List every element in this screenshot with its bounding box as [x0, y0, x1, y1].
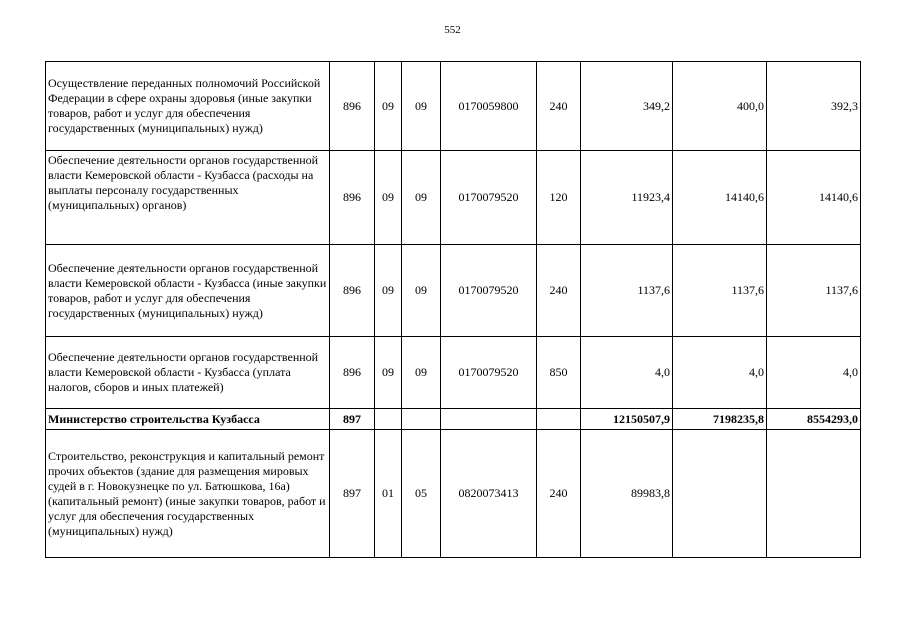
grbs-code-cell: 897	[330, 409, 375, 430]
expense-type-cell: 240	[537, 245, 581, 337]
grbs-code-cell: 896	[330, 337, 375, 409]
subsection-code-cell	[402, 409, 441, 430]
subsection-code-cell: 09	[402, 337, 441, 409]
target-article-cell: 0170059800	[441, 62, 537, 151]
row-name-text: Обеспечение деятельности органов государственной власти Кемеровской области - Кузбасса (расходы на выплаты персоналу государственных (муниципальных) органов)	[48, 153, 319, 212]
amount-year2-cell: 4,0	[673, 337, 767, 409]
table-row	[46, 430, 861, 558]
amount-year3-cell: 4,0	[767, 337, 861, 409]
grbs-code-cell: 896	[330, 62, 375, 151]
section-code-cell: 09	[375, 245, 402, 337]
amount-year2-cell: 7198235,8	[673, 409, 767, 430]
amount-year1-cell: 11923,4	[581, 151, 673, 245]
subsection-code-cell: 09	[402, 245, 441, 337]
row-name-cell: Министерство строительства Кузбасса	[46, 409, 330, 430]
row-name-cell: Строительство, реконструкция и капитальный ремонт прочих объектов (здание для размещения мировых судей в г. Новокузнецке по ул. Батюшкова, 16а) (капитальный ремонт) (иные закупки товаров, работ и услуг для обеспечения государственных (муниципальных) нужд)	[46, 430, 330, 558]
row-name-cell: Обеспечение деятельности органов государственной власти Кемеровской области - Кузбасса (иные закупки товаров, работ и услуг для обеспечения государственных (муниципальных) нужд)	[46, 245, 330, 337]
amount-year3-cell: 14140,6	[767, 151, 861, 245]
grbs-code-cell: 896	[330, 245, 375, 337]
target-article-cell: 0170079520	[441, 151, 537, 245]
expense-type-cell: 120	[537, 151, 581, 245]
table-row	[46, 151, 861, 245]
row-name-cell	[46, 151, 330, 245]
grbs-code-cell: 896	[330, 151, 375, 245]
expense-type-cell: 240	[537, 62, 581, 151]
amount-year2-cell	[673, 430, 767, 558]
table-row	[46, 245, 861, 337]
row-name-cell: Осуществление переданных полномочий Российской Федерации в сфере охраны здоровья (иные закупки товаров, работ и услуг для обеспечения государственных (муниципальных) нужд)	[46, 62, 330, 151]
section-code-cell: 09	[375, 62, 402, 151]
amount-year3-cell: 1137,6	[767, 245, 861, 337]
subsection-code-cell: 09	[402, 151, 441, 245]
expense-type-cell: 850	[537, 337, 581, 409]
amount-year3-cell: 392,3	[767, 62, 861, 151]
section-code-cell: 09	[375, 337, 402, 409]
table-row-ministry-total	[46, 409, 861, 430]
budget-table	[45, 61, 861, 558]
grbs-code-cell: 897	[330, 430, 375, 558]
amount-year2-cell: 400,0	[673, 62, 767, 151]
amount-year1-cell: 349,2	[581, 62, 673, 151]
section-code-cell	[375, 409, 402, 430]
amount-year1-cell: 4,0	[581, 337, 673, 409]
amount-year3-cell: 8554293,0	[767, 409, 861, 430]
section-code-cell: 09	[375, 151, 402, 245]
table-row	[46, 62, 861, 151]
target-article-cell	[441, 409, 537, 430]
row-name-cell: Обеспечение деятельности органов государственной власти Кемеровской области - Кузбасса (уплата налогов, сборов и иных платежей)	[46, 337, 330, 409]
amount-year1-cell: 12150507,9	[581, 409, 673, 430]
amount-year3-cell	[767, 430, 861, 558]
amount-year2-cell: 1137,6	[673, 245, 767, 337]
amount-year1-cell: 1137,6	[581, 245, 673, 337]
target-article-cell: 0170079520	[441, 245, 537, 337]
page-number: 552	[444, 24, 461, 36]
expense-type-cell	[537, 409, 581, 430]
expense-type-cell: 240	[537, 430, 581, 558]
table-row	[46, 337, 861, 409]
amount-year1-cell: 89983,8	[581, 430, 673, 558]
subsection-code-cell: 05	[402, 430, 441, 558]
amount-year2-cell: 14140,6	[673, 151, 767, 245]
target-article-cell: 0170079520	[441, 337, 537, 409]
target-article-cell: 0820073413	[441, 430, 537, 558]
section-code-cell: 01	[375, 430, 402, 558]
subsection-code-cell: 09	[402, 62, 441, 151]
